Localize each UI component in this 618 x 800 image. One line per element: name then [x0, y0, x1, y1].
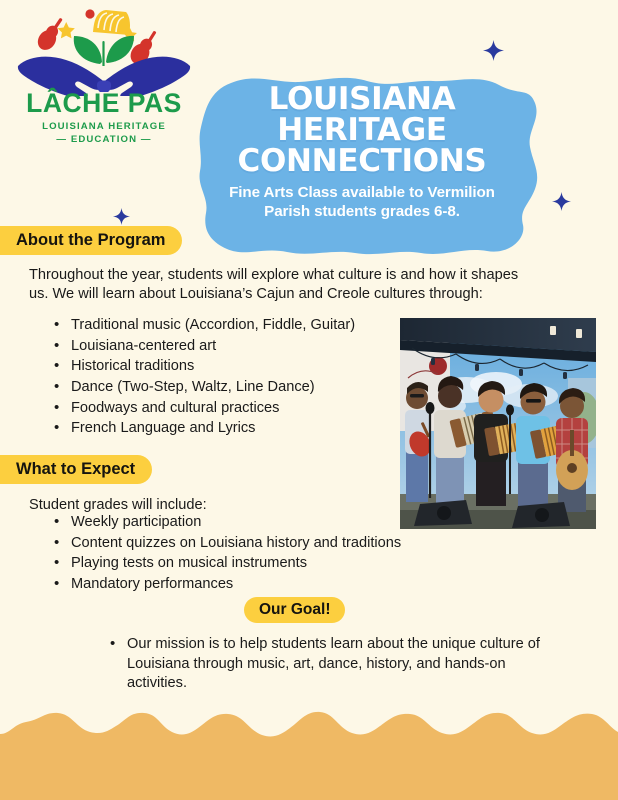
fiddle-icon-left — [34, 18, 63, 54]
about-bullet-list — [52, 316, 392, 440]
header-title-line-2: HERITAGE — [277, 112, 447, 148]
goal-bullet-list — [108, 635, 548, 695]
sparkle-top-right-icon — [483, 40, 504, 66]
section-badge-goal: Our Goal! — [244, 597, 345, 623]
header-title-line-1: LOUISIANA — [268, 81, 456, 117]
performer-5 — [556, 388, 588, 512]
header-text-block — [207, 81, 517, 221]
bottom-wave-svg — [0, 688, 618, 800]
accordion-icon — [93, 10, 130, 35]
logo-name: LÂCHE PAS — [26, 88, 182, 118]
list-item: • French Language and Lyrics — [52, 419, 392, 439]
photo-illustration — [400, 318, 596, 529]
lache-pas-logo — [14, 4, 194, 154]
list-item: • Louisiana-centered art — [52, 337, 392, 357]
list-item: • Historical traditions — [52, 357, 392, 377]
logo-tagline-education: — EDUCATION — — [56, 133, 152, 145]
list-item: • Dance (Two-Step, Waltz, Line Dance) — [52, 378, 392, 398]
list-item: • Playing tests on musical instruments — [52, 554, 492, 574]
logo-mark — [14, 4, 194, 96]
sparkle-above-about-badge-icon — [113, 208, 130, 230]
list-item: • Weekly participation — [52, 513, 492, 533]
list-item: • Content quizzes on Louisiana history and traditions — [52, 534, 492, 554]
logo-tagline-heritage: LOUISIANA HERITAGE — [42, 120, 166, 132]
section-badge-expect: What to Expect — [0, 455, 152, 484]
header-subtitle: Fine Arts Class available to Vermilion Parish students grades 6-8. — [229, 184, 495, 220]
bottom-wave-decoration — [0, 688, 618, 800]
header-title-line-3: CONNECTIONS — [237, 143, 487, 179]
list-item: • Our mission is to help students learn about the unique culture of Louisiana through music, art, dance, history, and hands-on activities. — [108, 635, 548, 694]
expect-intro-text: Student grades will include: — [29, 497, 207, 513]
about-paragraph: Throughout the year, students will explore what culture is and how it shapes us. We will learn about Louisiana’s Cajun and Creole cultures through: — [29, 267, 519, 303]
section-badge-about: About the Program — [0, 226, 182, 255]
sparkle-mid-right-icon — [552, 192, 571, 216]
leaf-icon — [74, 36, 134, 66]
logo-mark-svg — [14, 4, 194, 96]
list-item: • Mandatory performances — [52, 575, 492, 595]
list-item: • Traditional music (Accordion, Fiddle, Guitar) — [52, 316, 392, 336]
logo-wordmark — [14, 90, 194, 145]
dot-red-top — [85, 9, 94, 18]
list-item: • Foodways and cultural practices — [52, 399, 392, 419]
stage-performance-photo — [400, 318, 596, 529]
